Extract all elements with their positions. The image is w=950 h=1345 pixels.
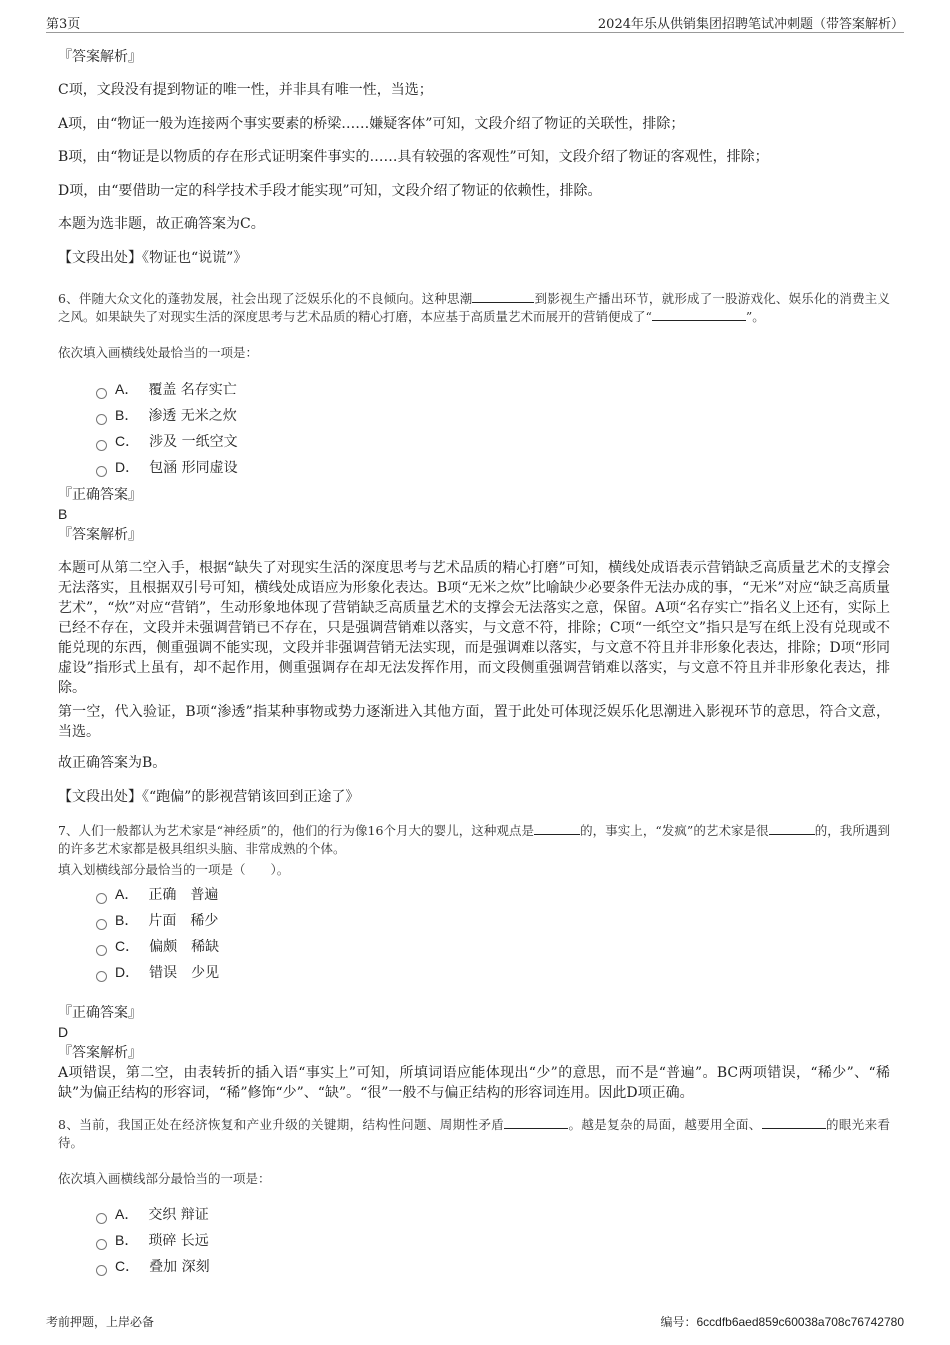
radio-icon[interactable] — [96, 893, 107, 904]
footer-slogan: 考前押题，上岸必备 — [46, 1315, 155, 1329]
q6-option-d[interactable]: D． 包涵 形同虚设 — [96, 457, 238, 477]
q6-option-a[interactable]: A． 覆盖 名存实亡 — [96, 379, 237, 399]
radio-icon[interactable] — [96, 971, 107, 982]
q7-stem: 7、人们一般都认为艺术家是“神经质”的，他们的行为像16个月大的婴儿，这种观点是 的，事实上，“发疯”的艺术家是很 的，我所遇到的许多艺术家都是极具组织头脑、非常成熟的个体。 — [58, 823, 890, 856]
q6-analysis-paragraph-2: 第一空，代入验证，B项“渗透”指某种事物或势力逐渐进入其他方面，置于此处可体现泛娱乐化思潮进入影视环节的意思，符合文意，当选。 — [58, 704, 890, 740]
q5-conclusion: 本题为选非题，故正确答案为C。 — [58, 216, 265, 232]
radio-icon[interactable] — [96, 388, 107, 399]
q7-answer: D — [58, 1024, 69, 1040]
q8-stem: 8、当前，我国正处在经济恢复和产业升级的关键期，结构性问题、周期性矛盾 。越是复杂的局面，越要用全面、 的眼光来看待。 — [58, 1117, 890, 1150]
q8-prompt: 依次填入画横线部分最恰当的一项是： — [58, 1171, 271, 1186]
q5-analysis-label: 『答案解析』 — [58, 49, 142, 65]
q5-analysis-line-2: A项，由“物证一般为连接两个事实要素的桥梁……嫌疑客体”可知，文段介绍了物证的关联性，排除； — [58, 116, 685, 132]
radio-icon[interactable] — [96, 466, 107, 477]
radio-icon[interactable] — [96, 1213, 107, 1224]
q6-source: 【文段出处】《“跑偏”的影视营销该回到正途了》 — [58, 789, 360, 805]
q6-answer: B — [58, 506, 68, 522]
radio-icon[interactable] — [96, 1265, 107, 1276]
radio-icon[interactable] — [96, 414, 107, 425]
q7-prompt: 填入划横线部分最恰当的一项是（ ）。 — [58, 862, 290, 877]
q8-blank-2 — [762, 1116, 826, 1129]
q6-analysis-label: 『答案解析』 — [58, 527, 142, 543]
q5-source: 【文段出处】《物证也“说谎”》 — [58, 250, 248, 266]
q8-option-a[interactable]: A． 交织 辩证 — [96, 1204, 209, 1224]
q8-option-b[interactable]: B． 琐碎 长远 — [96, 1230, 209, 1250]
page-number: 第3页 — [46, 17, 81, 32]
q5-analysis-line-4: D项，由“要借助一定的科学技术手段才能实现”可知，文段介绍了物证的依赖性，排除。 — [58, 183, 602, 199]
radio-icon[interactable] — [96, 945, 107, 956]
q8-blank-1 — [504, 1116, 568, 1129]
q6-answer-label: 『正确答案』 — [58, 487, 142, 503]
q6-analysis-paragraph-1: 本题可从第二空入手，根据“缺失了对现实生活的深度思考与艺术品质的精心打磨”可知，横线处成语表示营销缺乏高质量艺术的支撑会无法落实，且根据双引号可知，横线处成语应为形象化表达。B项“无米之炊”比喻缺少必要条件无法办成的事，“无米”对应“缺乏高质量艺术”，“炊”对应“营销”，生动形象地体现了营销缺乏高质量艺术的支撑会无法落实之意，保留。A项“名存实亡”指名义上还有，实际上已经不存在，文段并未强调营销已不存在，只是强调营销难以落实，与文意不符，排除；C项“一纸空文”指只是写在纸上没有兑现或不能兑现的东西，侧重强调不能实现，文段并非强调营销无法实现，而是强调难以落实，与文意不符且并非形象化表达，排除；D项“形同虚设”指形式上虽有，却不起作用，侧重强调存在却无法发挥作用，而文段侧重强调营销难以落实，与文意不符且并非形象化表达，排除。 — [58, 560, 890, 696]
q7-analysis-label: 『答案解析』 — [58, 1045, 142, 1061]
q6-conclusion: 故正确答案为B。 — [58, 755, 167, 771]
q7-blank-1 — [534, 822, 580, 835]
q7-answer-label: 『正确答案』 — [58, 1005, 142, 1021]
q8-option-c[interactable]: C． 叠加 深刻 — [96, 1256, 210, 1276]
q6-prompt: 依次填入画横线处最恰当的一项是： — [58, 345, 259, 360]
q7-option-d[interactable]: D． 错误 少见 — [96, 962, 219, 982]
radio-icon[interactable] — [96, 440, 107, 451]
q6-blank-2 — [652, 308, 746, 321]
q7-analysis: A项错误，第二空，由表转折的插入语“事实上”可知，所填词语应能体现出“少”的意思，而不是“普遍”。BC两项错误，“稀少”、“稀缺”为偏正结构的形容词，“稀”修饰“少”、“缺”。“很”一般不与偏正结构的形容词连用。因此D项正确。 — [58, 1065, 890, 1101]
q6-option-b[interactable]: B． 渗透 无米之炊 — [96, 405, 237, 425]
radio-icon[interactable] — [96, 919, 107, 930]
document-title: 2024年乐从供销集团招聘笔试冲刺题（带答案解析） — [597, 17, 904, 32]
q6-stem: 6、伴随大众文化的蓬勃发展，社会出现了泛娱乐化的不良倾向。这种思潮 到影视生产播出环节，就形成了一股游戏化、娱乐化的消费主义之风。如果缺失了对现实生活的深度思考与艺术品质的精心打磨，本应基于高质量艺术而展开的营销便成了“ ”。 — [58, 291, 890, 324]
q6-option-c[interactable]: C． 涉及 一纸空文 — [96, 431, 238, 451]
footer-code: 编号：6ccdfb6aed859c60038a708c76742780 — [660, 1315, 904, 1329]
q7-option-a[interactable]: A． 正确 普遍 — [96, 884, 218, 904]
q5-analysis-line-3: B项，由“物证是以物质的存在形式证明案件事实的……具有较强的客观性”可知，文段介绍了物证的客观性，排除； — [58, 149, 769, 165]
radio-icon[interactable] — [96, 1239, 107, 1250]
q7-option-c[interactable]: C． 偏颇 稀缺 — [96, 936, 219, 956]
q6-blank-1 — [472, 290, 534, 303]
header-divider — [46, 32, 904, 33]
q7-blank-2 — [769, 822, 815, 835]
q5-analysis-line-1: C项，文段没有提到物证的唯一性，并非具有唯一性，当选； — [58, 82, 433, 98]
q7-option-b[interactable]: B． 片面 稀少 — [96, 910, 218, 930]
